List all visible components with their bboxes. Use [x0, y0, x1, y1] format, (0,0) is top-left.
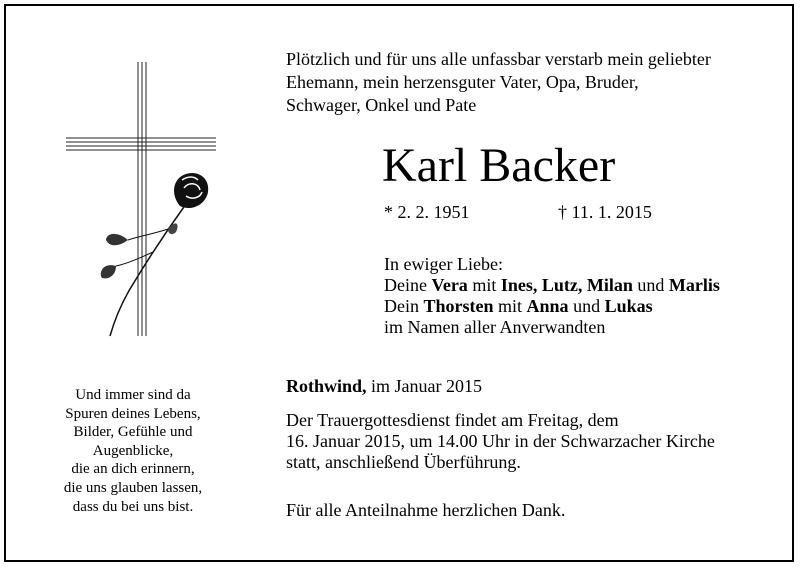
- poem-line: die an dich erinnern,: [71, 461, 195, 478]
- obituary-notice: [4, 4, 794, 562]
- love-line: In ewiger Liebe:: [384, 254, 503, 274]
- death-date: † 11. 1. 2015: [558, 202, 652, 222]
- intro-line: Plötzlich und für uns alle unfassbar verstarb mein geliebter: [286, 49, 711, 69]
- poem-line: die uns glauben lassen,: [63, 479, 203, 496]
- service-line: statt, anschließend Überführung.: [286, 452, 521, 472]
- intro-text: [286, 48, 711, 117]
- service-line: Der Trauergottesdienst findet am Freitag, dem: [286, 410, 619, 430]
- family-line-3: im Namen aller Anverwandten: [384, 317, 606, 337]
- thanks-text: Für alle Anteilnahme herzlichen Dank.: [286, 500, 566, 520]
- poem-line: Und immer sind da: [75, 387, 191, 403]
- deceased-name: Karl Backer: [382, 139, 616, 192]
- intro-line: Ehemann, mein herzensguter Vater, Opa, Bruder,: [286, 72, 639, 92]
- place-name: Rothwind,: [286, 376, 367, 396]
- family-line-2: Dein Thorsten mit Anna und Lukas: [384, 296, 653, 316]
- service-info: [286, 410, 715, 473]
- family-line-1: Deine Vera mit Ines, Lutz, Milan und Marlis: [384, 275, 720, 295]
- poem-line: Bilder, Gefühle und: [73, 424, 193, 441]
- intro-line: Schwager, Onkel und Pate: [286, 95, 477, 115]
- poem-line: Augenblicke,: [92, 442, 174, 459]
- poem: [26, 386, 240, 516]
- service-line: 16. Januar 2015, um 14.00 Uhr in der Schwarzacher Kirche: [286, 431, 715, 451]
- place-date: [286, 376, 482, 397]
- family-signature: [384, 254, 720, 338]
- birth-date: * 2. 2. 1951: [384, 202, 470, 222]
- poem-line: dass du bei uns bist.: [72, 498, 194, 515]
- date-text: im Januar 2015: [371, 376, 483, 396]
- poem-line: Spuren deines Lebens,: [65, 405, 201, 422]
- cross-with-rose-icon: [58, 54, 248, 344]
